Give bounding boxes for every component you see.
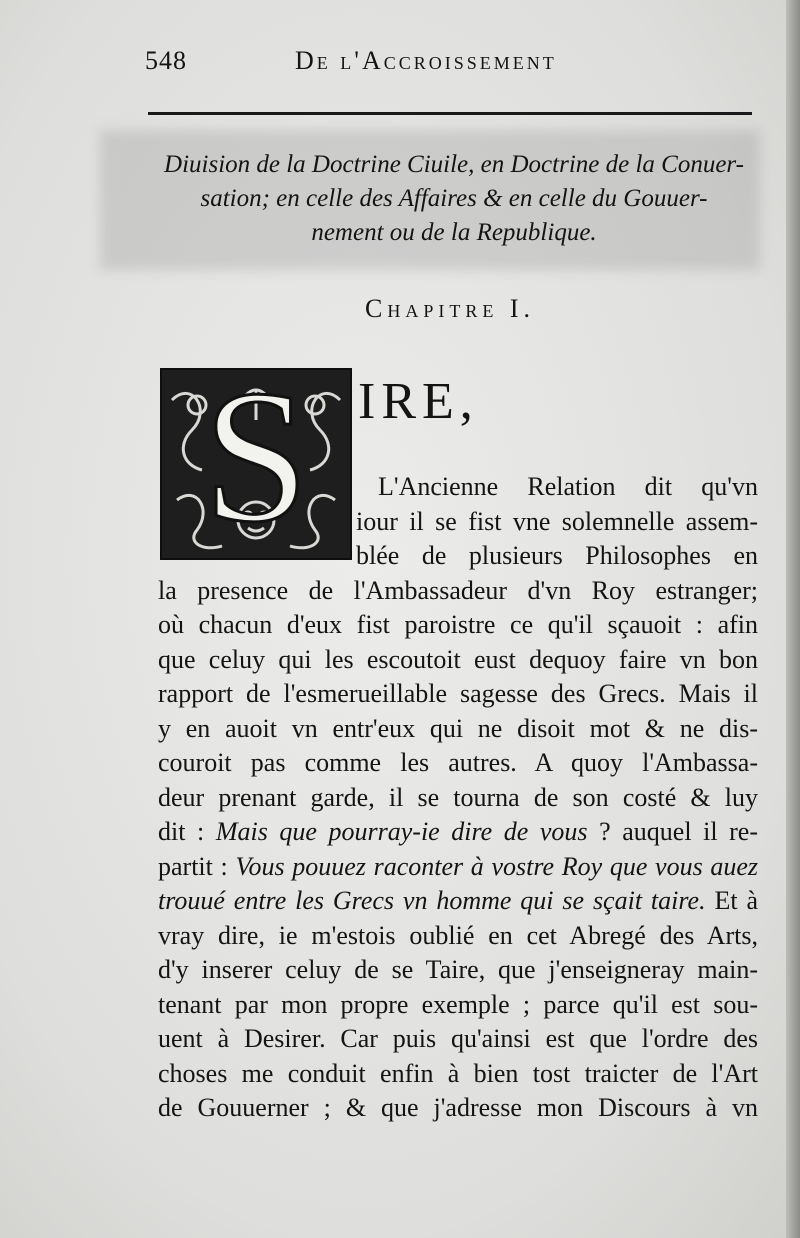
summary-line: Diuision de la Doctrine Ciuile, en Doctrine de la Conuer- (164, 151, 744, 178)
text-line: tenant par mon propre exemple ; parce qu'il est sou- (158, 989, 758, 1019)
italic-quote: trouué entre les Grecs vn homme qui se sçait taire. (158, 886, 706, 915)
text-line: y en auoit vn entr'eux qui ne disoit mot & ne dis- (158, 713, 758, 743)
text-line: vray dire, ie m'estois oublié en cet Abregé des Arts, (158, 920, 758, 950)
text-line: que celuy qui les escoutoit eust dequoy faire vn bon (158, 644, 758, 674)
text-line: uent à Desirer. Car puis qu'ainsi est que l'ordre des (158, 1024, 758, 1053)
opening-word: IRE, (358, 373, 479, 430)
text-line: blée de plusieurs Philosophes en (356, 541, 758, 570)
italic-quote: Mais que pourray-ie dire de vous (215, 817, 588, 846)
text-line: deur prenant garde, il se tourna de son costé & luy (158, 782, 758, 812)
text-line: où chacun d'eux fist paroistre ce qu'il sçauoit : afin (158, 610, 758, 639)
text-run: ? auquel il re- (599, 817, 759, 846)
text-line: couroit pas comme les autres. A quoy l'Ambassa- (158, 748, 758, 777)
text-run: Et à (714, 886, 758, 915)
italic-quote: Vous pouuez raconter à vostre Roy que vous auez (235, 851, 759, 881)
text-line: la presence de l'Ambassadeur d'vn Roy estranger; (158, 575, 758, 605)
summary-line: nement ou de la Republique. (311, 219, 597, 246)
text-line: rapport de l'esmerueillable sagesse des Grecs. Mais il (158, 679, 758, 708)
text-line (158, 850, 758, 885)
chapter-summary (150, 148, 758, 250)
text-run: partit : (158, 851, 228, 881)
page-header (145, 40, 645, 80)
chapter-heading: Chapitre I. (365, 294, 535, 323)
text-line: choses me conduit enfin à bien tost traicter de l'Art (158, 1058, 758, 1088)
text-run: dit : (158, 817, 205, 846)
summary-line: sation; en celle des Affaires & en celle du Gouuer- (200, 185, 708, 212)
text-line (158, 884, 758, 919)
running-title: De l'Accroissement (295, 46, 557, 75)
text-line: iour il se fist vne solemnelle assem- (356, 506, 758, 536)
drop-cap-letter: S (203, 370, 309, 558)
page-edge-shadow (786, 0, 800, 1238)
header-rule (148, 112, 752, 115)
text-line: de Gouuerner ; & que j'adresse mon Discours à vn (158, 1093, 758, 1122)
text-line: L'Ancienne Relation dit qu'vn (378, 472, 758, 501)
page-number: 548 (145, 46, 187, 75)
text-line (158, 815, 758, 850)
body-text (158, 470, 758, 1126)
text-line: d'y inserer celuy de se Taire, que j'enseigneray main- (158, 955, 758, 984)
